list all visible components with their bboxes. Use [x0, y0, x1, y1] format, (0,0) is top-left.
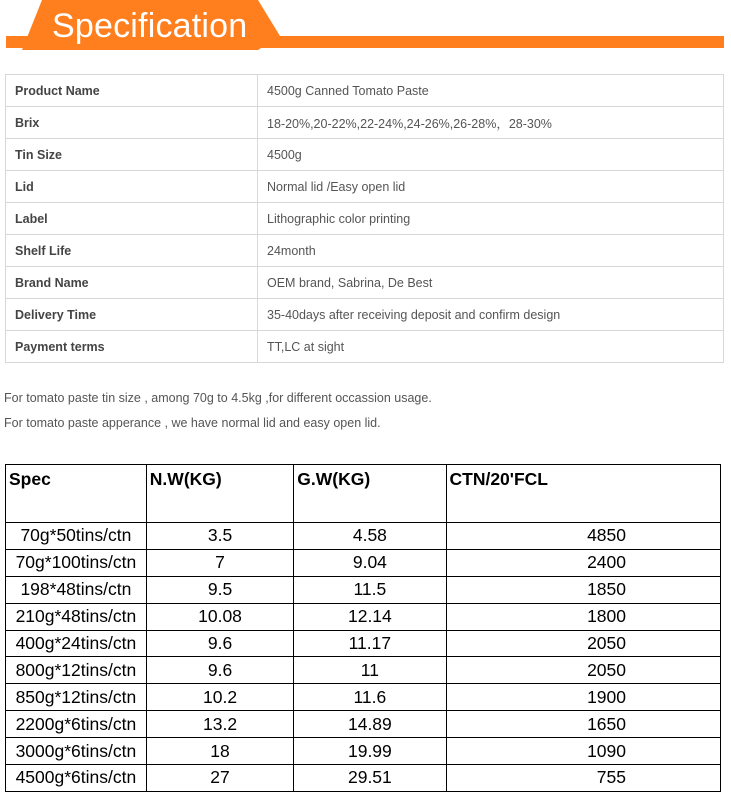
pack-ctn-cell: 1800 — [446, 603, 721, 630]
spec-label: Shelf Life — [6, 235, 258, 267]
pack-spec-cell: 2200g*6tins/ctn — [6, 711, 147, 738]
pack-gw-cell: 4.58 — [294, 523, 446, 550]
pack-gw-cell: 29.51 — [294, 765, 446, 792]
pack-gw-cell: 19.99 — [294, 738, 446, 765]
table-row — [6, 603, 721, 630]
spec-row — [6, 107, 724, 139]
appearance-note: For tomato paste apperance , we have normal lid and easy open lid. — [4, 416, 381, 430]
pack-gw-cell: 14.89 — [294, 711, 446, 738]
pack-spec-cell: 198*48tins/ctn — [6, 576, 147, 603]
pack-ctn-cell: 1090 — [446, 738, 721, 765]
tin-size-note: For tomato paste tin size , among 70g to 4.5kg ,for different occassion usage. — [4, 391, 432, 405]
pack-nw-cell: 10.08 — [146, 603, 293, 630]
table-row — [6, 657, 721, 684]
pack-nw-cell: 18 — [146, 738, 293, 765]
pack-ctn-cell: 4850 — [446, 523, 721, 550]
pack-spec-cell: 4500g*6tins/ctn — [6, 765, 147, 792]
pack-spec-cell: 400g*24tins/ctn — [6, 630, 147, 657]
spec-row — [6, 331, 724, 363]
pack-spec-cell: 70g*100tins/ctn — [6, 549, 147, 576]
spec-row — [6, 75, 724, 107]
spec-value: 24month — [258, 235, 724, 267]
pack-gw-cell: 9.04 — [294, 549, 446, 576]
specification-table-body — [6, 75, 724, 363]
pack-spec-cell: 800g*12tins/ctn — [6, 657, 147, 684]
pack-spec-cell: 70g*50tins/ctn — [6, 523, 147, 550]
page-title: Specification — [52, 7, 248, 45]
spec-row — [6, 139, 724, 171]
pack-nw-cell: 9.6 — [146, 630, 293, 657]
table-row — [6, 630, 721, 657]
pack-spec-cell: 3000g*6tins/ctn — [6, 738, 147, 765]
spec-label: Delivery Time — [6, 299, 258, 331]
packing-header-gw: G.W(KG) — [294, 465, 446, 523]
pack-ctn-cell: 1900 — [446, 684, 721, 711]
spec-label: Tin Size — [6, 139, 258, 171]
pack-ctn-cell: 1850 — [446, 576, 721, 603]
pack-nw-cell: 27 — [146, 765, 293, 792]
spec-value: TT,LC at sight — [258, 331, 724, 363]
pack-nw-cell: 3.5 — [146, 523, 293, 550]
specification-table — [5, 74, 724, 363]
table-row — [6, 549, 721, 576]
pack-nw-cell: 9.5 — [146, 576, 293, 603]
packing-header-nw: N.W(KG) — [146, 465, 293, 523]
table-row — [6, 576, 721, 603]
pack-nw-cell: 9.6 — [146, 657, 293, 684]
spec-value: 18-20%,20-22%,22-24%,24-26%,26-28%，28-30% — [258, 107, 724, 139]
pack-gw-cell: 11.6 — [294, 684, 446, 711]
spec-value: Lithographic color printing — [258, 203, 724, 235]
packing-header-spec: Spec — [6, 465, 147, 523]
spec-label: Product Name — [6, 75, 258, 107]
table-row — [6, 765, 721, 792]
spec-label: Lid — [6, 171, 258, 203]
pack-ctn-cell: 2050 — [446, 657, 721, 684]
pack-spec-cell: 850g*12tins/ctn — [6, 684, 147, 711]
spec-row — [6, 203, 724, 235]
spec-label: Brand Name — [6, 267, 258, 299]
pack-nw-cell: 13.2 — [146, 711, 293, 738]
pack-nw-cell: 10.2 — [146, 684, 293, 711]
pack-nw-cell: 7 — [146, 549, 293, 576]
spec-row — [6, 235, 724, 267]
spec-value: OEM brand, Sabrina, De Best — [258, 267, 724, 299]
specification-banner — [0, 0, 731, 60]
spec-label: Label — [6, 203, 258, 235]
pack-gw-cell: 11 — [294, 657, 446, 684]
pack-ctn-cell: 1650 — [446, 711, 721, 738]
pack-ctn-cell: 2050 — [446, 630, 721, 657]
pack-gw-cell: 11.17 — [294, 630, 446, 657]
spec-row — [6, 299, 724, 331]
spec-label: Payment terms — [6, 331, 258, 363]
spec-row — [6, 267, 724, 299]
packing-table-body — [6, 523, 721, 792]
spec-value: 4500g — [258, 139, 724, 171]
spec-label: Brix — [6, 107, 258, 139]
pack-spec-cell: 210g*48tins/ctn — [6, 603, 147, 630]
table-row — [6, 738, 721, 765]
spec-row — [6, 171, 724, 203]
spec-value: 4500g Canned Tomato Paste — [258, 75, 724, 107]
packing-header-row — [6, 465, 721, 523]
spec-value: 35-40days after receiving deposit and confirm design — [258, 299, 724, 331]
spec-value: Normal lid /Easy open lid — [258, 171, 724, 203]
packing-table — [5, 464, 721, 792]
packing-header-ctn: CTN/20'FCL — [446, 465, 721, 523]
table-row — [6, 711, 721, 738]
pack-gw-cell: 11.5 — [294, 576, 446, 603]
table-row — [6, 523, 721, 550]
pack-ctn-cell: 2400 — [446, 549, 721, 576]
pack-ctn-cell: 755 — [446, 765, 721, 792]
pack-gw-cell: 12.14 — [294, 603, 446, 630]
table-row — [6, 684, 721, 711]
